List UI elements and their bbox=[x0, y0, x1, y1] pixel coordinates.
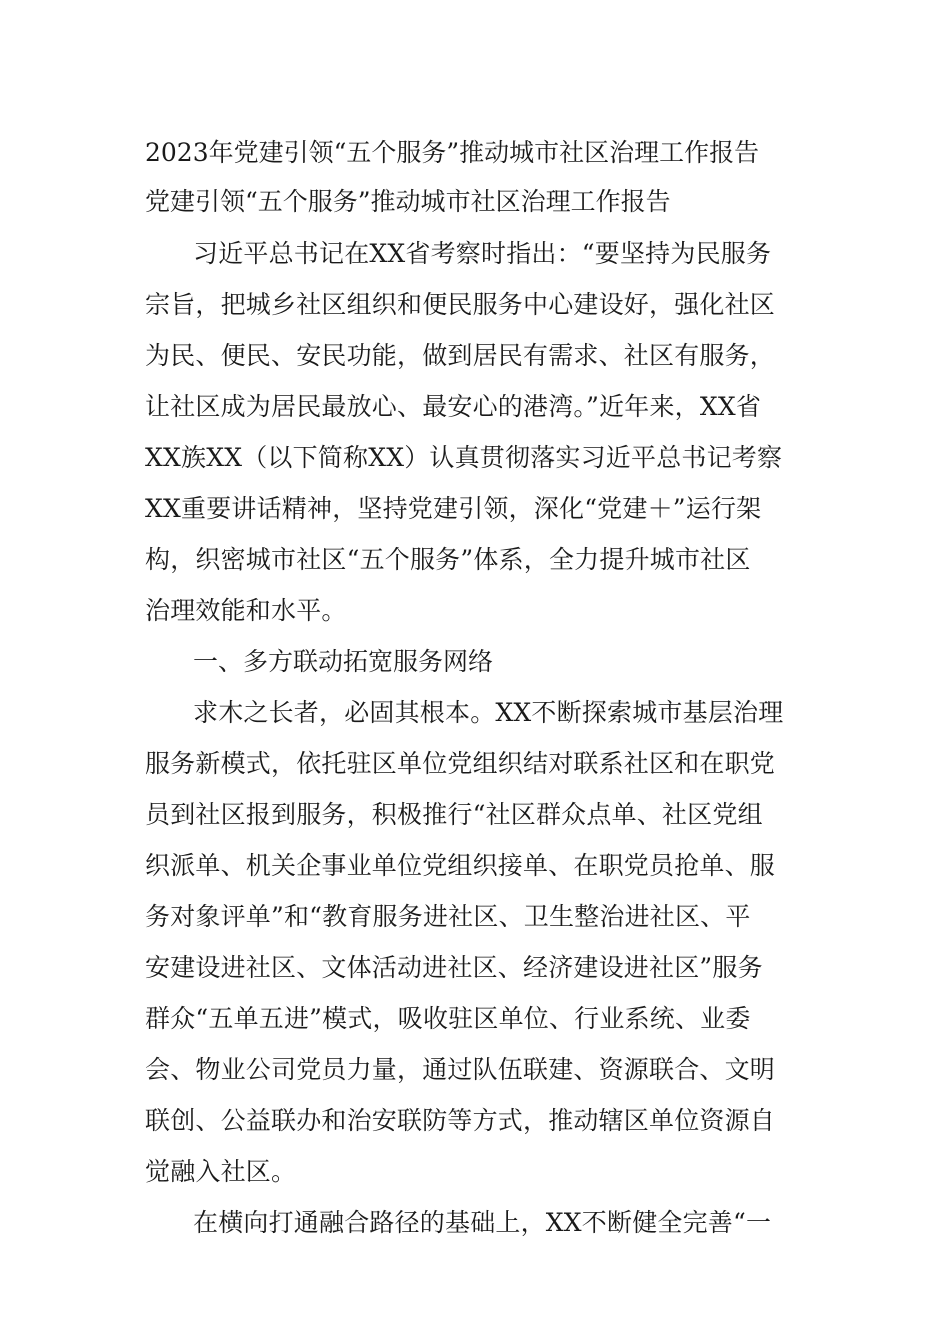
paragraph-integration bbox=[145, 1197, 810, 1248]
paragraph-line: 在横向打通融合路径的基础上，XX不断健全完善“一 bbox=[193, 1208, 772, 1237]
paragraph-line: 觉融入社区。 bbox=[145, 1157, 297, 1186]
paragraph-network bbox=[145, 687, 810, 1197]
document-subtitle: 党建引领“五个服务”推动城市社区治理工作报告 bbox=[145, 187, 671, 216]
paragraph-line: 求木之长者，必固其根本。XX不断探索城市基层治理 bbox=[193, 698, 784, 727]
document-title: 2023年党建引领“五个服务”推动城市社区治理工作报告 bbox=[145, 138, 760, 167]
paragraph-line: 安建设进社区、文体活动进社区、经济建设进社区”服务 bbox=[145, 953, 763, 982]
paragraph-line: 员到社区报到服务，积极推行“社区群众点单、社区党组 bbox=[145, 800, 763, 829]
paragraph-line: 服务新模式，依托驻区单位党组织结对联系社区和在职党 bbox=[145, 749, 776, 778]
paragraph-intro bbox=[145, 228, 810, 636]
paragraph-line: 宗旨，把城乡社区组织和便民服务中心建设好，强化社区 bbox=[145, 290, 776, 319]
paragraph-line: 联创、公益联办和治安联防等方式，推动辖区单位资源自 bbox=[145, 1106, 776, 1135]
paragraph-line: 务对象评单”和“教育服务进社区、卫生整治进社区、平 bbox=[145, 902, 751, 931]
paragraph-line: 群众“五单五进”模式，吸收驻区单位、行业系统、业委 bbox=[145, 1004, 751, 1033]
paragraph-line: 构，织密城市社区“五个服务”体系，全力提升城市社区 bbox=[145, 545, 751, 574]
paragraph-line: 为民、便民、安民功能，做到居民有需求、社区有服务， bbox=[145, 341, 776, 370]
paragraph-line: 让社区成为居民最放心、最安心的港湾。”近年来，XX省 bbox=[145, 392, 762, 421]
paragraph-line: XX重要讲话精神，坚持党建引领，深化“党建＋”运行架 bbox=[145, 494, 762, 523]
paragraph-line: XX族XX（以下简称XX）认真贯彻落实习近平总书记考察 bbox=[145, 443, 783, 472]
section-heading: 一、多方联动拓宽服务网络 bbox=[193, 647, 494, 676]
paragraph-line: 治理效能和水平。 bbox=[145, 596, 347, 625]
paragraph-line: 织派单、机关企事业单位党组织接单、在职党员抢单、服 bbox=[145, 851, 776, 880]
document-body bbox=[145, 128, 810, 1248]
paragraph-line: 习近平总书记在XX省考察时指出：“要坚持为民服务 bbox=[193, 239, 772, 268]
paragraph-line: 会、物业公司党员力量，通过队伍联建、资源联合、文明 bbox=[145, 1055, 776, 1084]
